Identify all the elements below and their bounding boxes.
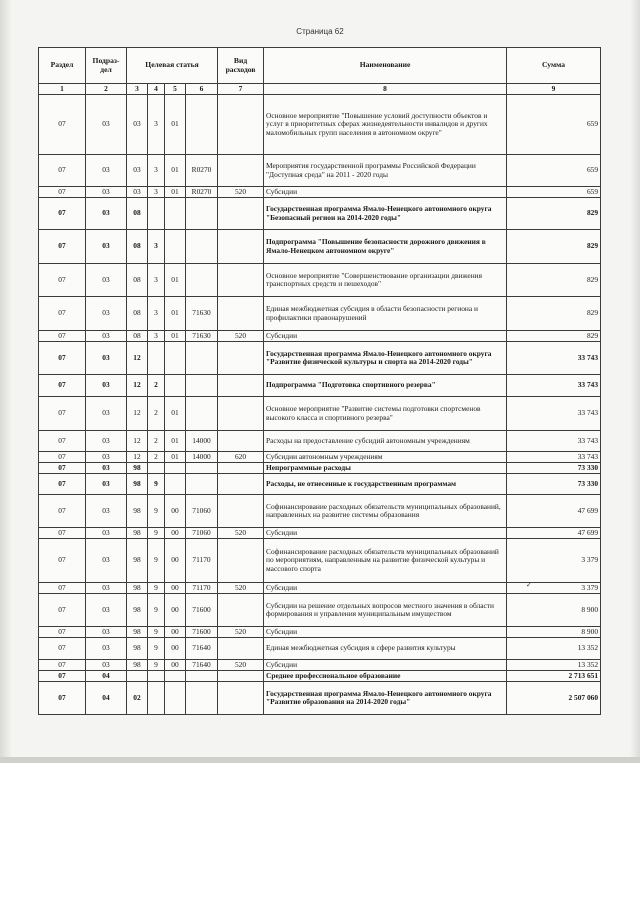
direction-cell [186,342,218,375]
podrazdel-cell: 03 [86,627,127,638]
podrazdel-cell: 03 [86,187,127,198]
razdel-cell: 07 [39,627,86,638]
program-cell: 08 [127,297,148,331]
event-cell: 01 [165,187,186,198]
name-cell: Единая межбюджетная субсидия в области безопасности региона и профилактики правонарушений [264,297,507,331]
subprogram-cell [148,671,165,682]
podrazdel-cell: 03 [86,331,127,342]
sum-cell: 829 [507,230,601,264]
event-cell: 01 [165,397,186,431]
header-number-row [39,84,601,95]
table-row [39,397,601,431]
direction-cell [186,375,218,397]
table-row [39,264,601,297]
event-cell: 00 [165,495,186,528]
program-cell: 08 [127,198,148,230]
table-row [39,638,601,660]
event-cell: 01 [165,331,186,342]
sum-cell: 33 743 [507,375,601,397]
podrazdel-cell: 03 [86,297,127,331]
table-row [39,463,601,474]
table-row [39,452,601,463]
expense-type-cell: 520 [218,187,264,198]
table-row [39,198,601,230]
event-cell [165,474,186,495]
podrazdel-cell: 03 [86,474,127,495]
sum-cell: 829 [507,331,601,342]
subprogram-cell: 9 [148,495,165,528]
sum-cell: 659 [507,187,601,198]
razdel-cell: 07 [39,297,86,331]
sum-cell: 829 [507,264,601,297]
program-cell: 03 [127,187,148,198]
header-number: 3 [127,84,148,95]
table-row [39,627,601,638]
direction-cell: 71640 [186,638,218,660]
podrazdel-cell: 03 [86,539,127,583]
name-cell: Мероприятия государственной программы Российской Федерации "Доступная среда" на 2011 - 2020 годы [264,155,507,187]
name-cell: Подпрограмма "Подготовка спортивного резерва" [264,375,507,397]
direction-cell: 71640 [186,660,218,671]
table-row [39,342,601,375]
header-number: 2 [86,84,127,95]
podrazdel-cell: 03 [86,397,127,431]
razdel-cell: 07 [39,230,86,264]
name-cell: Субсидии [264,627,507,638]
header-number: 8 [264,84,507,95]
razdel-cell: 07 [39,528,86,539]
subprogram-cell: 9 [148,638,165,660]
table-row [39,155,601,187]
direction-cell: 71170 [186,583,218,594]
program-cell: 98 [127,474,148,495]
expense-type-cell [218,431,264,452]
event-cell: 00 [165,638,186,660]
expense-type-cell [218,198,264,230]
subprogram-cell: 9 [148,474,165,495]
expense-type-cell [218,155,264,187]
event-cell: 00 [165,539,186,583]
direction-cell [186,264,218,297]
subprogram-cell: 2 [148,431,165,452]
program-cell: 98 [127,638,148,660]
name-cell: Субсидии [264,331,507,342]
direction-cell [186,463,218,474]
header-number: 9 [507,84,601,95]
table-row [39,671,601,682]
header-name: Наименование [264,48,507,84]
header-row [39,48,601,84]
direction-cell: 71600 [186,627,218,638]
expense-type-cell [218,495,264,528]
razdel-cell: 07 [39,463,86,474]
table-row [39,375,601,397]
podrazdel-cell: 03 [86,528,127,539]
podrazdel-cell: 03 [86,155,127,187]
sum-cell: 33 743 [507,397,601,431]
direction-cell [186,474,218,495]
event-cell: 01 [165,264,186,297]
expense-type-cell [218,671,264,682]
program-cell: 12 [127,452,148,463]
event-cell: 01 [165,95,186,155]
razdel-cell: 07 [39,452,86,463]
program-cell: 08 [127,331,148,342]
expense-type-cell: 520 [218,331,264,342]
table-row [39,431,601,452]
event-cell: 01 [165,155,186,187]
razdel-cell: 07 [39,187,86,198]
direction-cell: 71060 [186,528,218,539]
sum-cell: 2 507 060 [507,682,601,715]
podrazdel-cell: 03 [86,463,127,474]
razdel-cell: 07 [39,671,86,682]
direction-cell: 71170 [186,539,218,583]
sum-cell: 8 900 [507,594,601,627]
name-cell: Субсидии [264,660,507,671]
table-row [39,528,601,539]
sum-cell: 73 330 [507,474,601,495]
razdel-cell: 07 [39,342,86,375]
header-number: 5 [165,84,186,95]
table-row [39,495,601,528]
direction-cell: R0270 [186,187,218,198]
event-cell: 01 [165,297,186,331]
name-cell: Основное мероприятие "Развитие системы подготовки спортсменов высокого класса и спортивного резерва" [264,397,507,431]
program-cell: 12 [127,431,148,452]
table-body [39,95,601,715]
header-vid: Вид расходов [218,48,264,84]
subprogram-cell: 9 [148,583,165,594]
event-cell: 00 [165,583,186,594]
program-cell: 08 [127,230,148,264]
direction-cell: 71600 [186,594,218,627]
podrazdel-cell: 04 [86,682,127,715]
subprogram-cell: 3 [148,230,165,264]
direction-cell: 14000 [186,431,218,452]
name-cell: Государственная программа Ямало-Ненецкого автономного округа "Развитие образования на 2014-2020 годы" [264,682,507,715]
sum-cell: 47 699 [507,528,601,539]
razdel-cell: 07 [39,583,86,594]
sum-cell: 8 900 [507,627,601,638]
header-number: 7 [218,84,264,95]
expense-type-cell: 520 [218,627,264,638]
name-cell: Расходы на предоставление субсидий автономным учреждениям [264,431,507,452]
sum-cell: 13 352 [507,638,601,660]
podrazdel-cell: 03 [86,495,127,528]
subprogram-cell: 3 [148,155,165,187]
expense-type-cell [218,264,264,297]
subprogram-cell: 9 [148,594,165,627]
expense-type-cell [218,463,264,474]
event-cell [165,230,186,264]
name-cell: Субсидии автономным учреждениям [264,452,507,463]
razdel-cell: 07 [39,660,86,671]
table-row [39,594,601,627]
name-cell: Субсидии на решение отдельных вопросов местного значения в области формирования и управления муниципальным имуществом [264,594,507,627]
program-cell: 12 [127,397,148,431]
subprogram-cell [148,463,165,474]
program-cell: 98 [127,463,148,474]
expense-type-cell [218,297,264,331]
event-cell [165,463,186,474]
podrazdel-cell: 03 [86,198,127,230]
header-razdel: Раздел [39,48,86,84]
event-cell [165,671,186,682]
name-cell: Государственная программа Ямало-Ненецкого автономного округа "Развитие физической культуры и спорта на 2014-2020 годы" [264,342,507,375]
razdel-cell: 07 [39,95,86,155]
table-row [39,583,601,594]
header-sum: Сумма [507,48,601,84]
razdel-cell: 07 [39,638,86,660]
podrazdel-cell: 03 [86,95,127,155]
expense-type-cell [218,95,264,155]
program-cell: 12 [127,342,148,375]
direction-cell: 71630 [186,297,218,331]
subprogram-cell [148,198,165,230]
sum-cell: 47 699 [507,495,601,528]
name-cell: Софинансирование расходных обязательств муниципальных образований по мероприятиям, направленным на развитие физической культуры и массового спорта [264,539,507,583]
razdel-cell: 07 [39,682,86,715]
scan-bottom-edge [0,757,640,763]
expense-type-cell: 520 [218,583,264,594]
razdel-cell: 07 [39,397,86,431]
table-row [39,682,601,715]
razdel-cell: 07 [39,331,86,342]
sum-cell: 3 379 [507,583,601,594]
name-cell: Софинансирование расходных обязательств муниципальных образований, направленных на развитие системы образования [264,495,507,528]
subprogram-cell [148,682,165,715]
program-cell: 98 [127,660,148,671]
table-row [39,539,601,583]
podrazdel-cell: 03 [86,342,127,375]
name-cell: Среднее профессиональное образование [264,671,507,682]
table-row [39,297,601,331]
event-cell: 01 [165,431,186,452]
table-row [39,187,601,198]
sum-cell: 33 743 [507,342,601,375]
name-cell: Единая межбюджетная субсидия в сфере развития культуры [264,638,507,660]
sum-cell: 33 743 [507,452,601,463]
table-row [39,660,601,671]
program-cell: 02 [127,682,148,715]
direction-cell [186,230,218,264]
program-cell: 08 [127,264,148,297]
sum-cell: 659 [507,95,601,155]
subprogram-cell: 9 [148,627,165,638]
subprogram-cell: 9 [148,528,165,539]
razdel-cell: 07 [39,594,86,627]
event-cell [165,342,186,375]
table-row [39,474,601,495]
podrazdel-cell: 03 [86,230,127,264]
budget-table [38,47,601,715]
event-cell [165,375,186,397]
razdel-cell: 07 [39,431,86,452]
subprogram-cell: 2 [148,452,165,463]
sum-cell: 13 352 [507,660,601,671]
name-cell: Непрограммные расходы [264,463,507,474]
scan-left-edge [0,0,12,763]
expense-type-cell [218,594,264,627]
subprogram-cell: 9 [148,660,165,671]
name-cell: Субсидии [264,583,507,594]
program-cell: 98 [127,495,148,528]
name-cell: Основное мероприятие "Совершенствование организации движения транспортных средств и пешеходов" [264,264,507,297]
sum-cell: 33 743 [507,431,601,452]
podrazdel-cell: 03 [86,431,127,452]
direction-cell [186,671,218,682]
subprogram-cell: 3 [148,264,165,297]
podrazdel-cell: 03 [86,452,127,463]
expense-type-cell [218,682,264,715]
razdel-cell: 07 [39,474,86,495]
razdel-cell: 07 [39,539,86,583]
program-cell: 12 [127,375,148,397]
event-cell: 00 [165,528,186,539]
expense-type-cell [218,539,264,583]
event-cell: 00 [165,660,186,671]
program-cell: 03 [127,155,148,187]
event-cell: 01 [165,452,186,463]
subprogram-cell: 2 [148,397,165,431]
direction-cell [186,397,218,431]
name-cell: Государственная программа Ямало-Ненецкого автономного округа "Безопасный регион на 2014-2020 годы" [264,198,507,230]
page-label: Страница 62 [296,27,344,36]
direction-cell [186,95,218,155]
sum-cell: 829 [507,198,601,230]
program-cell [127,671,148,682]
expense-type-cell [218,230,264,264]
expense-type-cell [218,342,264,375]
pen-mark: ✓ [526,581,532,589]
header-podrazdel: Подраз-дел [86,48,127,84]
podrazdel-cell: 03 [86,264,127,297]
razdel-cell: 07 [39,375,86,397]
expense-type-cell: 520 [218,660,264,671]
event-cell: 00 [165,627,186,638]
name-cell: Субсидии [264,187,507,198]
razdel-cell: 07 [39,495,86,528]
expense-type-cell [218,375,264,397]
expense-type-cell [218,474,264,495]
event-cell [165,198,186,230]
expense-type-cell: 520 [218,528,264,539]
sum-cell: 3 379 [507,539,601,583]
subprogram-cell: 3 [148,297,165,331]
name-cell: Подпрограмма "Повышение безопасности дорожного движения в Ямало-Ненецком автономном округе" [264,230,507,264]
podrazdel-cell: 03 [86,594,127,627]
direction-cell [186,198,218,230]
direction-cell [186,682,218,715]
podrazdel-cell: 03 [86,638,127,660]
subprogram-cell: 9 [148,539,165,583]
subprogram-cell [148,342,165,375]
direction-cell: R0270 [186,155,218,187]
program-cell: 98 [127,528,148,539]
event-cell: 00 [165,594,186,627]
direction-cell: 71060 [186,495,218,528]
subprogram-cell: 3 [148,331,165,342]
sum-cell: 659 [507,155,601,187]
table-row [39,331,601,342]
event-cell [165,682,186,715]
header-number: 6 [186,84,218,95]
program-cell: 98 [127,594,148,627]
razdel-cell: 07 [39,155,86,187]
table-row [39,230,601,264]
podrazdel-cell: 03 [86,375,127,397]
header-celevaya: Целевая статья [127,48,218,84]
subprogram-cell: 2 [148,375,165,397]
expense-type-cell [218,397,264,431]
expense-type-cell: 620 [218,452,264,463]
razdel-cell: 07 [39,198,86,230]
header-number: 1 [39,84,86,95]
podrazdel-cell: 03 [86,660,127,671]
header-number: 4 [148,84,165,95]
direction-cell: 14000 [186,452,218,463]
program-cell: 98 [127,583,148,594]
name-cell: Расходы, не отнесенные к государственным программам [264,474,507,495]
direction-cell: 71630 [186,331,218,342]
podrazdel-cell: 04 [86,671,127,682]
name-cell: Субсидии [264,528,507,539]
sum-cell: 73 330 [507,463,601,474]
subprogram-cell: 3 [148,95,165,155]
sum-cell: 2 713 651 [507,671,601,682]
program-cell: 98 [127,539,148,583]
program-cell: 98 [127,627,148,638]
podrazdel-cell: 03 [86,583,127,594]
program-cell: 03 [127,95,148,155]
table-row [39,95,601,155]
scan-right-edge [630,0,640,763]
expense-type-cell [218,638,264,660]
razdel-cell: 07 [39,264,86,297]
sum-cell: 829 [507,297,601,331]
subprogram-cell: 3 [148,187,165,198]
name-cell: Основное мероприятие "Повышение условий доступности объектов и услуг в приоритетных сферах жизнедеятельности инвалидов и других маломобильных групп населения в автономном округе" [264,95,507,155]
